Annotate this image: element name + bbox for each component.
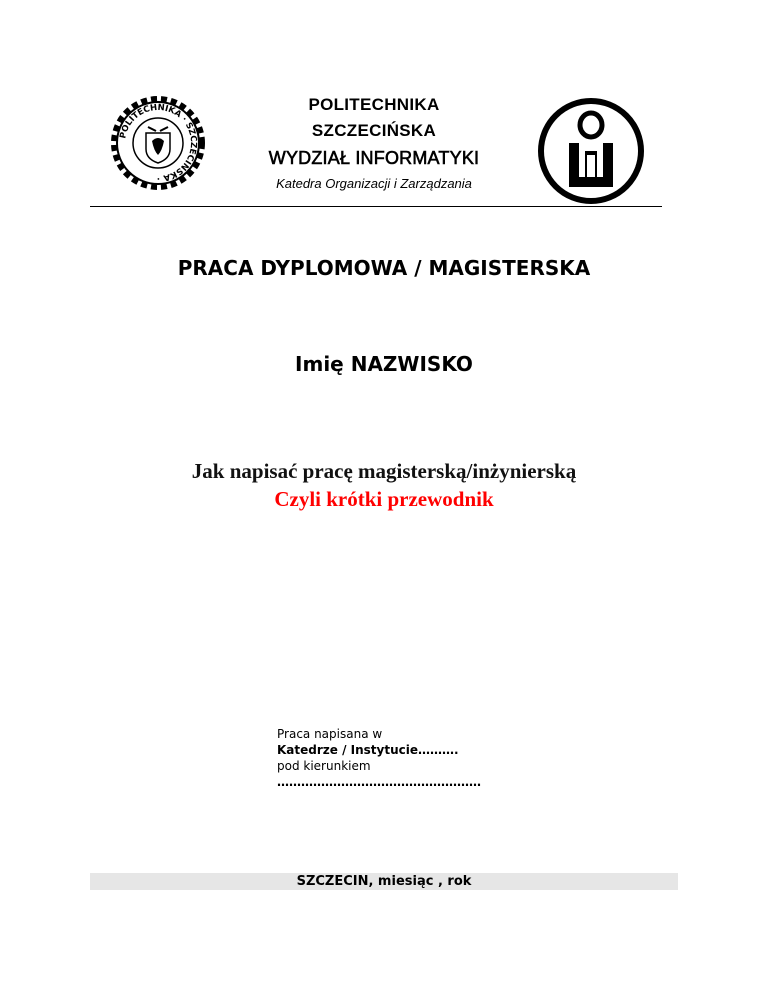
- info-line-supervisor-placeholder: ……………………………………………: [277, 775, 481, 789]
- place-and-date: SZCZECIN, miesiąc , rok: [296, 874, 472, 889]
- university-seal-logo: [108, 93, 208, 193]
- supervisor-info: [277, 726, 481, 790]
- svg-text:POLITECHNIKA · SZCZECIŃSKA ·: POLITECHNIKA · SZCZECIŃSKA ·: [118, 102, 199, 184]
- thesis-type: PRACA DYPLOMOWA / MAGISTERSKA: [177, 256, 591, 280]
- info-line-department: Katedrze / Instytucie……….: [277, 743, 459, 757]
- thesis-title: Jak napisać pracę magisterską/inżynierską: [191, 459, 577, 483]
- header-divider: [90, 206, 662, 207]
- thesis-subtitle: Czyli krótki przewodnik: [274, 487, 494, 511]
- department-name: Katedra Organizacji i Zarządzania: [276, 176, 472, 191]
- footer-bar: [90, 873, 678, 890]
- info-line-supervised-by: pod kierunkiem: [277, 759, 371, 773]
- faculty-name: WYDZIAŁ INFORMATYKI: [268, 148, 480, 168]
- author-name: Imię NAZWISKO: [295, 352, 473, 376]
- shield-icon: [146, 127, 170, 163]
- faculty-monogram-logo: [535, 95, 647, 207]
- university-name-line2: SZCZECIŃSKA: [311, 121, 437, 140]
- university-name-line1: POLITECHNIKA: [308, 95, 440, 114]
- info-line-written-in: Praca napisana w: [277, 727, 383, 741]
- university-header: [240, 92, 508, 193]
